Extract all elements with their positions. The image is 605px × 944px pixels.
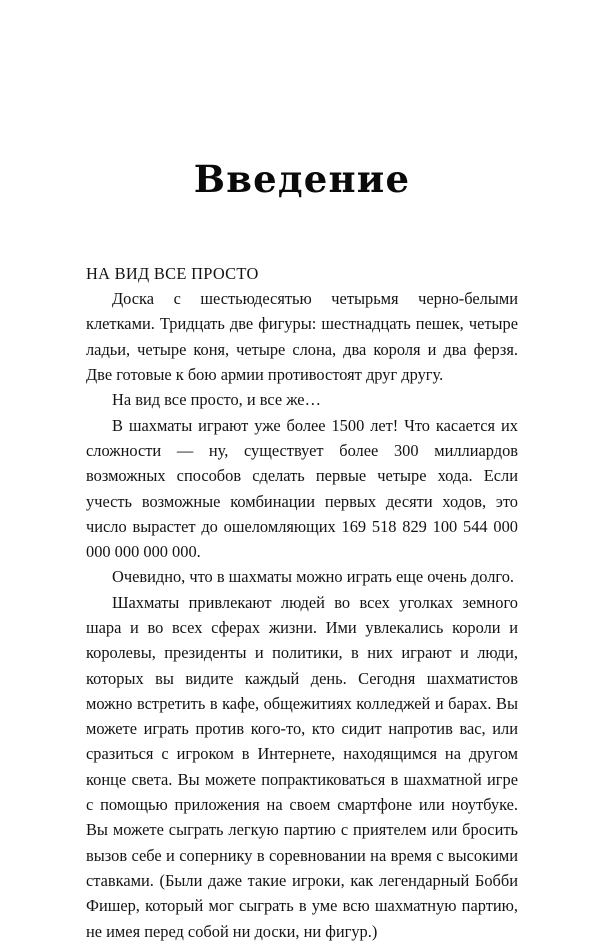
paragraph-3: В шахматы играют уже более 1500 лет! Что касается их сложности — ну, существует более 300 миллиардов возможных способов сделать первые четыре хода. Если учесть возможные комбинации первых десяти ходов, это число вырастет до ошеломляющих 169 518 829 100 544 000 000 000 000 000. bbox=[86, 415, 518, 562]
paragraph-1: Доска с шестьюдесятью четырьмя черно-белыми клетками. Тридцать две фигуры: шестнадцать пешек, четыре ладьи, четыре коня, четыре слона, два короля и два ферзя. Две готовые к бою армии противостоят друг другу. bbox=[86, 289, 518, 385]
page-content bbox=[86, 0, 518, 944]
section-label: НА ВИД ВСЕ ПРОСТО bbox=[86, 263, 259, 283]
body-text bbox=[86, 261, 518, 944]
page-title: Введение bbox=[193, 157, 411, 201]
paragraph-5: Шахматы привлекают людей во всех уголках земного шара и во всех сферах жизни. Ими увлекались короли и королевы, президенты и политики, в них играют и люди, которых вы видите каждый день. Сегодня шахматистов можно встретить в кафе, общежитиях колледжей и барах. Вы можете играть против кого-то, кто сидит напротив вас, или сразиться с игроком в Интернете, находящимся на другом конце света. Вы можете попрактиковаться в шахматной игре с помощью приложения на своем смартфоне или ноутбуке. Вы можете сыграть легкую партию с приятелем или бросить вызов себе и сопернику в соревновании на время с высокими ставками. (Были даже такие игроки, как легендарный Бобби Фишер, который мог сыграть в уме всю шахматную партию, не имея перед собой ни доски, ни фигур.) bbox=[86, 592, 518, 941]
paragraph-2: На вид все просто, и все же… bbox=[112, 390, 321, 410]
paragraph-4: Очевидно, что в шахматы можно играть еще очень долго. bbox=[112, 567, 514, 587]
